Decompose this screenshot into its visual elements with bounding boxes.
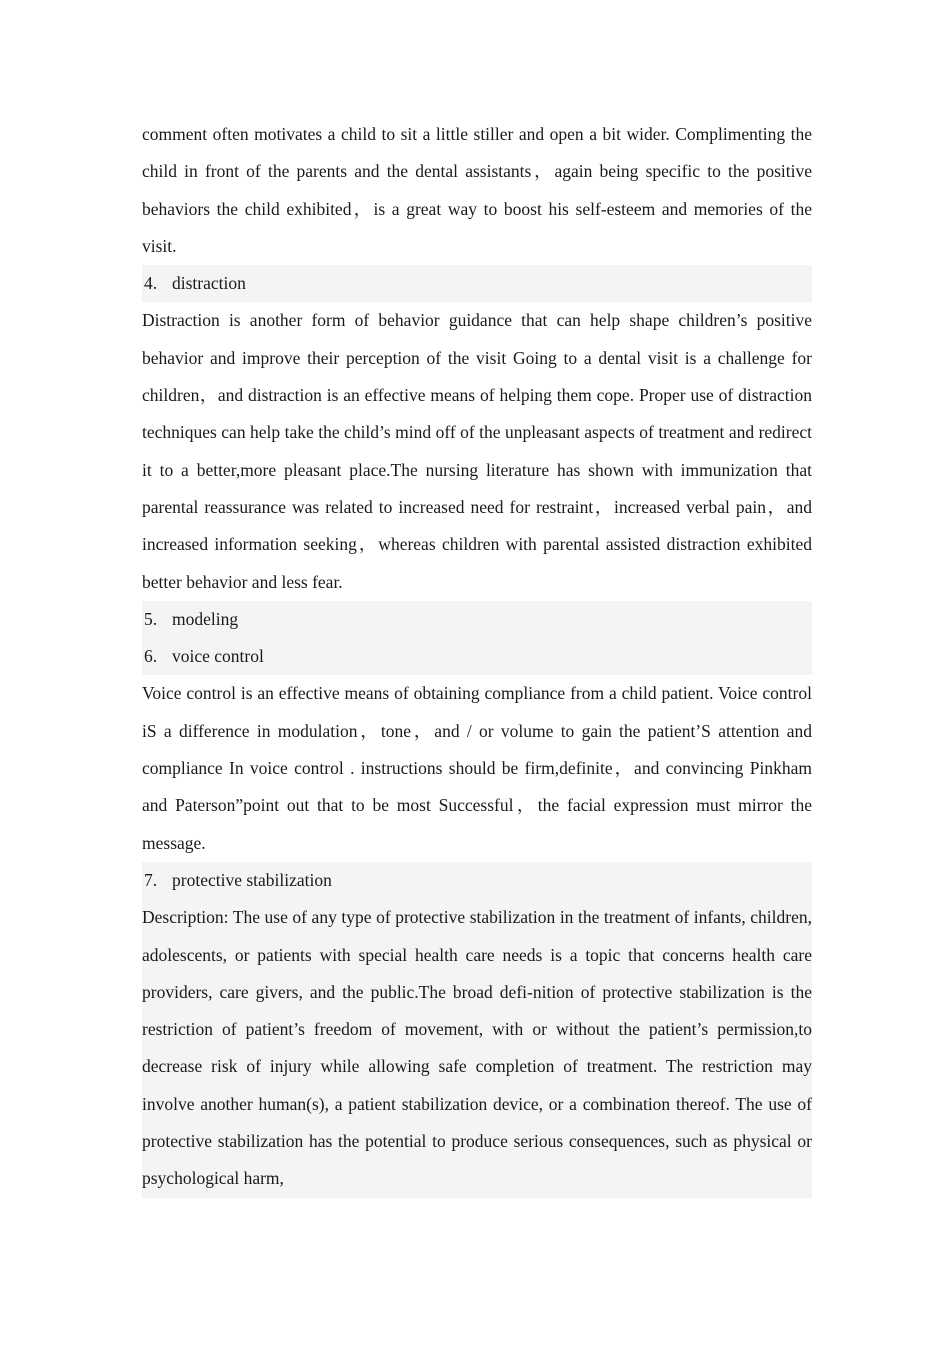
paragraph-distraction: Distraction is another form of behavior guidance that can help shape children’s positive behavior and improve their perception of the visit Going to a dental visit is a challenge for children，and distraction is an effective means of helping them cope. Proper use of distraction techniques can help take the child’s mind off of the unpleasant aspects of treatment and redirect it to a better,more pleasant place.The nursing literature has shown with immunization that parental reassurance was related to increased need for restraint，increased verbal pain，and increased information seeking，whereas children with parental assisted distraction exhibited better behavior and less fear. xyxy=(142,310,812,592)
heading-number: 7. xyxy=(144,869,158,890)
heading-label: distraction xyxy=(172,273,246,294)
heading-protective-stabilization xyxy=(142,862,812,899)
paragraph-voice-control: Voice control is an effective means of obtaining compliance from a child patient. Voice control iS a difference in modulation，tone，and / or volume to gain the patient’S attention and compliance In voice control . instructions should be firm,definite，and convincing Pinkham and Paterson”point out that to be most Successful，the facial expression must mirror the message. xyxy=(142,683,812,853)
section-protective-stabilization xyxy=(142,862,812,1198)
heading-label: modeling xyxy=(172,608,239,629)
heading-number: 4. xyxy=(144,273,158,294)
heading-number: 5. xyxy=(144,608,158,629)
paragraph-intro: comment often motivates a child to sit a little stiller and open a bit wider. Complimenting the child in front of the parents and the dental assistants，again being specific to the positive behaviors the child exhibited，is a great way to boost his self-esteem and memories of the visit. xyxy=(142,124,812,256)
heading-label: voice control xyxy=(172,646,264,667)
heading-number: 6. xyxy=(144,646,158,667)
heading-modeling xyxy=(142,601,812,638)
heading-distraction xyxy=(142,265,812,302)
heading-label: protective stabilization xyxy=(172,869,332,890)
paragraph-protective-stabilization: Description: The use of any type of protective stabilization in the treatment of infants, children, adolescents, or patients with special health care needs is a topic that concerns health care providers, care givers, and the public.The broad defi-nition of protective stabilization is the restriction of patient’s freedom of movement, with or without the patient’s permission,to decrease risk of injury while allowing safe completion of treatment. The restriction may involve another human(s), a patient stabilization device, or a combination thereof. The use of protective stabilization has the potential to produce serious consequences, such as physical or psychological harm, xyxy=(142,907,812,1189)
heading-voice-control xyxy=(142,638,812,675)
document-page xyxy=(142,116,812,1198)
